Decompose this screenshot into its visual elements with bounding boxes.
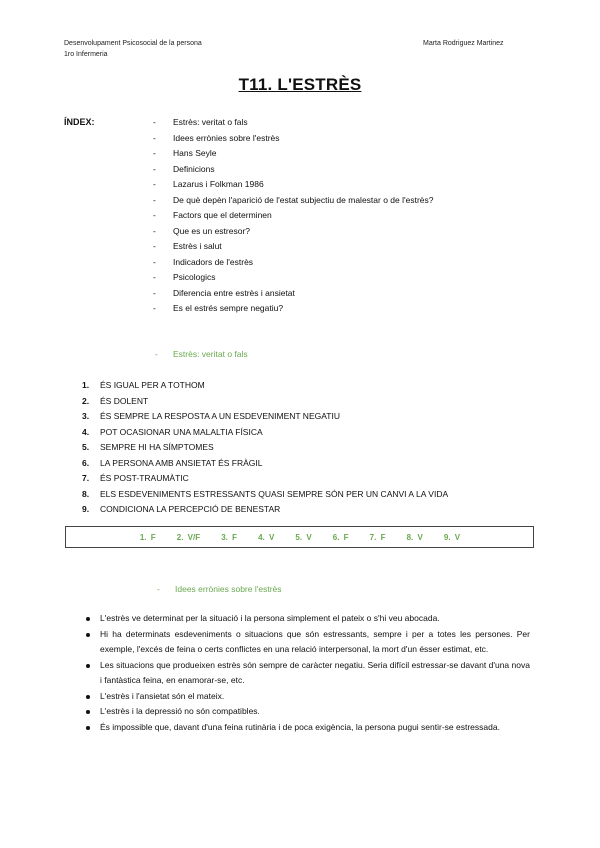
- index-item: - Factors que el determinen: [153, 210, 272, 220]
- list-item: És impossible que, davant d'una feina rutinària i de poca exigència, la persona pugui sentir-se estressada.: [84, 720, 530, 736]
- page-title: T11. L'ESTRÈS: [238, 75, 362, 94]
- statement-item: 9. CONDICIONA LA PERCEPCIÓ DE BENESTAR: [82, 504, 281, 514]
- index-item: - Que es un estresor?: [153, 225, 251, 236]
- statement-item: 4. POT OCASIONAR UNA MALALTIA FÍSICA: [82, 426, 263, 437]
- index-item: - Estrès: veritat o fals: [153, 117, 248, 127]
- index-item: - Psicologics: [153, 272, 216, 282]
- header-author: Marta Rodriguez Martinez: [423, 40, 504, 47]
- index-item: - Lazarus i Folkman 1986: [153, 179, 264, 189]
- list-item: L'estrès ve determinat per la situació i la persona simplement el pateix o s'hi veu abocada.: [84, 611, 530, 627]
- index-item: - Es el estrés sempre negatiu?: [153, 303, 284, 313]
- statement-item: 3. ÉS SEMPRE LA RESPOSTA A UN ESDEVENIMENT NEGATIU: [82, 411, 340, 421]
- index-item: - Idees errònies sobre l'estrès: [153, 132, 280, 143]
- bullet-icon: [86, 664, 90, 668]
- section-heading-true-false: - Estrès: veritat o fals: [155, 349, 248, 359]
- statement-item: 6. LA PERSONA AMB ANSIETAT ÉS FRÀGIL: [82, 457, 263, 468]
- statement-item: 8. ELS ESDEVENIMENTS ESTRESSANTS QUASI SEMPRE SÓN PER UN CANVI A LA VIDA: [82, 488, 449, 499]
- header-course: 1ro Infermeria: [64, 51, 108, 58]
- bullet-icon: [86, 633, 90, 637]
- statement-item: 1. ÉS IGUAL PER A TOTHOM: [82, 380, 205, 390]
- index-item: - Indicadors de l'estrès: [153, 256, 254, 267]
- index-label: ÍNDEX:: [64, 117, 95, 127]
- index-item: - Hans Seyle: [153, 148, 217, 158]
- list-item: Hi ha determinats esdeveniments o situacions que són estressants, sempre i per a totes les persones. Per exemple, l'excés de feina o certs conflictes en una relació interpersonal, la mort d'un ésser estimat, etc.: [84, 627, 530, 658]
- statement-item: 5. SEMPRE HI HA SÍMPTOMES: [82, 442, 214, 452]
- bullet-icon: [86, 695, 90, 699]
- index-item: - Diferencia entre estrès i ansietat: [153, 287, 295, 298]
- statement-item: 7. ÉS POST-TRAUMÀTIC: [82, 473, 189, 483]
- index-item: - Estrès i salut: [153, 241, 222, 251]
- index-item: - De què depèn l'aparició de l'estat subjectiu de malestar o de l'estrès?: [153, 194, 434, 205]
- bullet-icon: [86, 617, 90, 621]
- answers-text: 1. F 2. V/F 3. F 4. V 5. V 6. F 7. F 8. V 9. V: [139, 533, 461, 542]
- list-item: Les situacions que produeixen estrès són sempre de caràcter negatiu. Seria difícil estressar-se davant d'una nova i fantàstica feina, en enamorar-se, etc.: [84, 658, 530, 689]
- misconceptions-list: [84, 611, 530, 735]
- bullet-icon: [86, 710, 90, 714]
- section-heading-misconceptions: - Idees errònies sobre l'estrès: [157, 584, 282, 594]
- bullet-icon: [86, 726, 90, 730]
- index-item: - Definicions: [153, 163, 215, 174]
- list-item: L'estrès i la depressió no són compatibles.: [84, 704, 530, 720]
- list-item: L'estrès i l'ansietat són el mateix.: [84, 689, 530, 705]
- header-subject: Desenvolupament Psicosocial de la persona: [64, 40, 202, 47]
- statement-item: 2. ÉS DOLENT: [82, 395, 149, 406]
